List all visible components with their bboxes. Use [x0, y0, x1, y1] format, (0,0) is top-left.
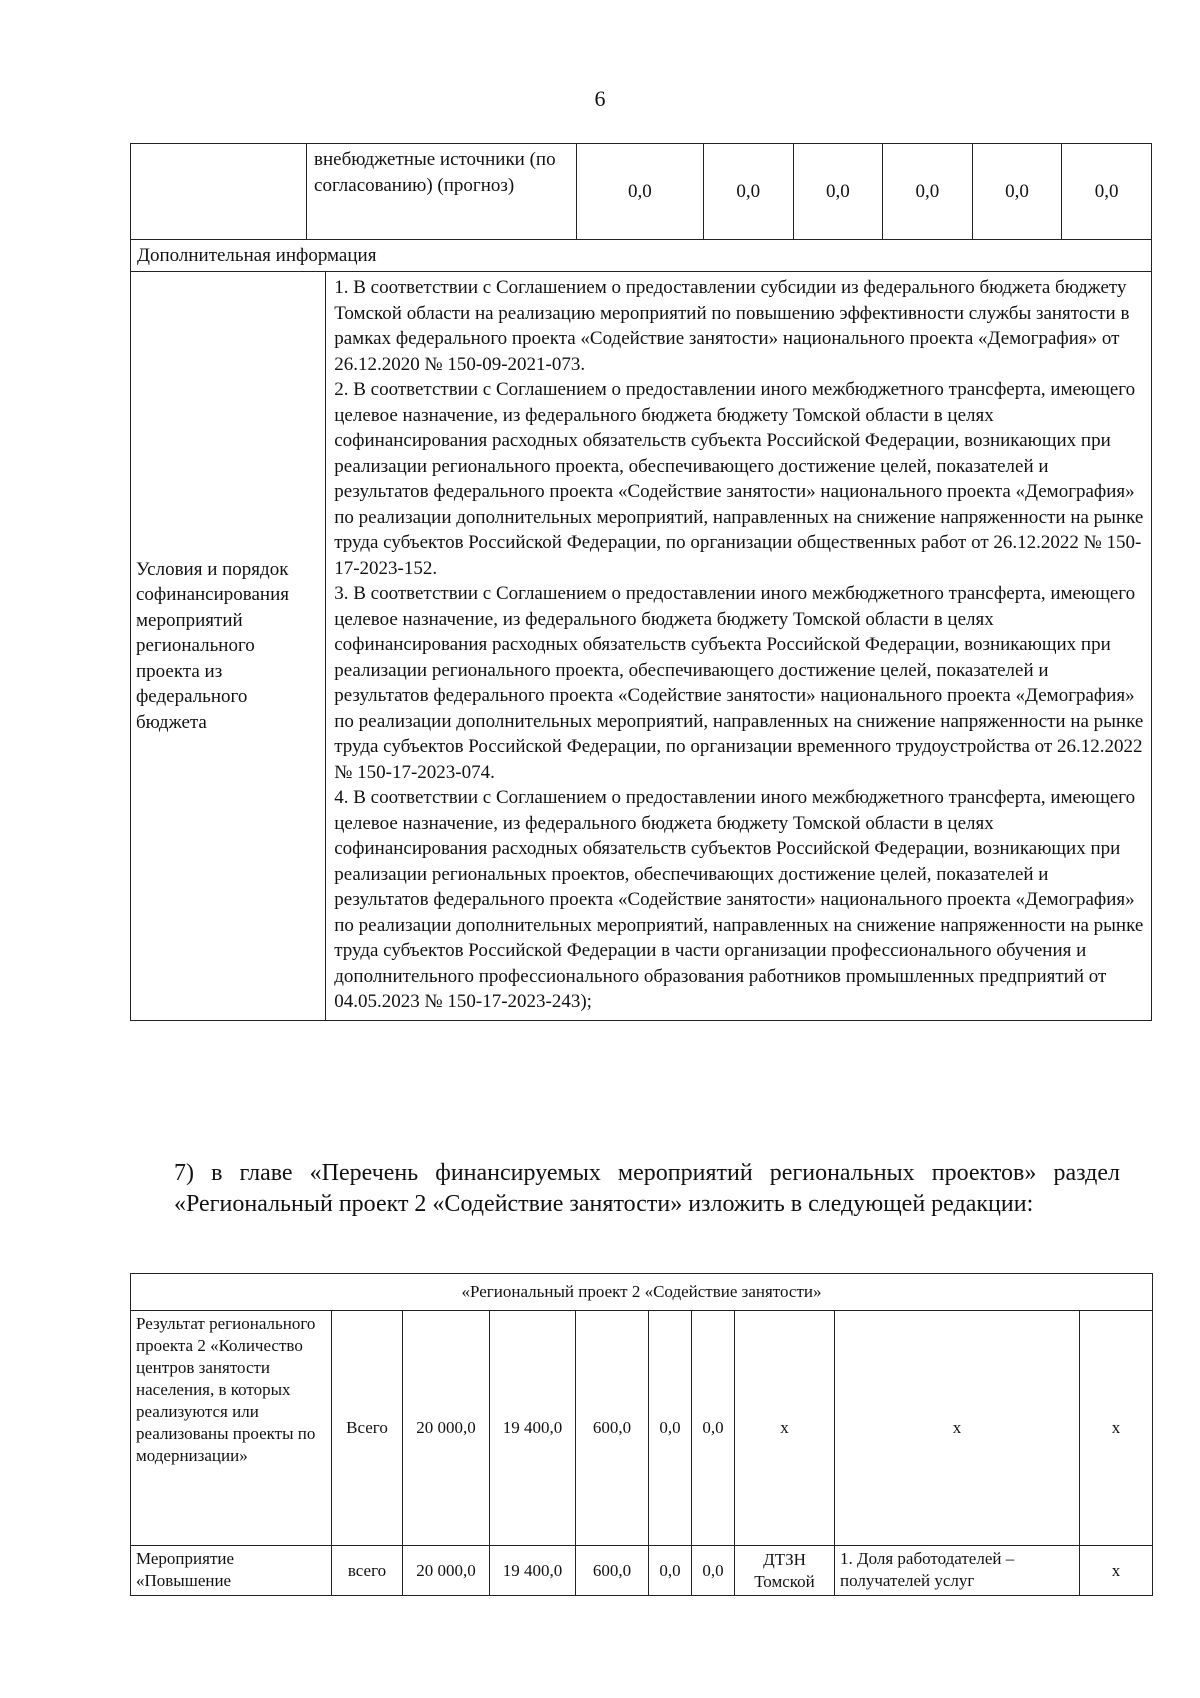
value-cell: 0,0 — [649, 1311, 692, 1546]
value-cell: 19 400,0 — [490, 1546, 576, 1596]
condition-item: 2. В соответствии с Соглашением о предоставлении иного межбюджетного трансферта, имеющего целевое назначение, из федерального бюджета бюджету Томской области в целях софинансирования расходных обязательств субъекта Российской Федерации, возникающих при реализации регионального проекта, обеспечивающего достижение целей, показателей и результатов федерального проекта «Содействие занятости» национального проекта «Демография» по реализации дополнительных мероприятий, направленных на снижение напряженности на рынке труда субъектов Российской Федерации, по организации общественных работ от 26.12.2022 № 150-17-2023-152. — [334, 379, 1144, 579]
funding-source: внебюджетные источники (по согласованию) (прогноз) — [307, 144, 577, 240]
table-row — [131, 1546, 1153, 1596]
conditions-text — [326, 272, 1152, 1021]
table-row — [131, 144, 1152, 240]
value-cell: 0,0 — [883, 144, 973, 240]
value-cell: 0,0 — [703, 144, 793, 240]
table-row — [131, 1311, 1153, 1546]
empty-cell — [131, 144, 307, 240]
value-cell: 19 400,0 — [490, 1311, 576, 1546]
table-row — [131, 240, 1152, 272]
value-cell: 0,0 — [576, 144, 703, 240]
indicator-cell: х — [835, 1311, 1080, 1546]
indicator-cell: 1. Доля работодателей – получателей услуг — [835, 1546, 1080, 1596]
value-cell: 600,0 — [576, 1311, 649, 1546]
value-cell: 0,0 — [793, 144, 883, 240]
amendment-paragraph: 7) в главе «Перечень финансируемых мероприятий региональных проектов» раздел «Региональный проект 2 «Содействие занятости» изложить в следующей редакции: — [174, 1160, 1120, 1217]
table-row — [131, 1274, 1153, 1311]
value-cell: 0,0 — [972, 144, 1062, 240]
row-name: Результат регионального проекта 2 «Количество центров занятости населения, в которых реализуются или реализованы проекты по модернизации» — [131, 1311, 332, 1546]
conditions-label: Условия и порядок софинансирования мероприятий регионального проекта из федерального бюджета — [131, 272, 326, 1021]
value-cell: 0,0 — [692, 1311, 735, 1546]
value-cell: 0,0 — [649, 1546, 692, 1596]
condition-item: 3. В соответствии с Соглашением о предоставлении иного межбюджетного трансферта, имеющего целевое назначение, из федерального бюджета бюджету Томской области в целях софинансирования расходных обязательств субъекта Российской Федерации, возникающих при реализации регионального проекта, обеспечивающего достижение целей, показателей и результатов федерального проекта «Содействие занятости» национального проекта «Демография» по реализации дополнительных мероприятий, направленных на снижение напряженности на рынке труда субъектов Российской Федерации, по организации временного трудоустройства от 26.12.2022 № 150-17-2023-074. — [334, 583, 1144, 783]
extra-cell: х — [1080, 1546, 1153, 1596]
project-title: «Региональный проект 2 «Содействие занятости» — [131, 1274, 1153, 1311]
value-cell: 0,0 — [692, 1546, 735, 1596]
executor-cell: х — [735, 1311, 835, 1546]
value-cell: 20 000,0 — [403, 1546, 490, 1596]
page-number: 6 — [594, 86, 606, 111]
condition-item: 1. В соответствии с Соглашением о предоставлении субсидии из федерального бюджета бюджету Томской области на реализацию мероприятий по повышению эффективности службы занятости в рамках федерального проекта «Содействие занятости» национального проекта «Демография» от 26.12.2020 № 150-09-2021-073. — [334, 277, 1130, 375]
extra-cell: х — [1080, 1311, 1153, 1546]
row-kind: Всего — [332, 1311, 403, 1546]
condition-item: 4. В соответствии с Соглашением о предоставлении иного межбюджетного трансферта, имеющего целевое назначение, из федерального бюджета бюджету Томской области в целях софинансирования расходных обязательств субъектов Российской Федерации, возникающих при реализации региональных проектов, обеспечивающих достижение целей, показателей и результатов федерального проекта «Содействие занятости» национального проекта «Демография» по реализации дополнительных мероприятий, направленных на снижение напряженности на рынке труда субъектов Российской Федерации в части организации профессионального обучения и дополнительного профессионального образования работников промышленных предприятий от 04.05.2023 № 150-17-2023-243); — [334, 787, 1144, 1012]
row-name: Мероприятие «Повышение — [131, 1546, 332, 1596]
value-cell: 20 000,0 — [403, 1311, 490, 1546]
table-row — [131, 272, 1152, 1021]
row-kind: всего — [332, 1546, 403, 1596]
project-table — [130, 1273, 1153, 1596]
executor-cell: ДТЗН Томской — [735, 1546, 835, 1596]
value-cell: 0,0 — [1062, 144, 1152, 240]
funding-table — [130, 143, 1152, 1021]
value-cell: 600,0 — [576, 1546, 649, 1596]
additional-info-header: Дополнительная информация — [131, 240, 1152, 272]
